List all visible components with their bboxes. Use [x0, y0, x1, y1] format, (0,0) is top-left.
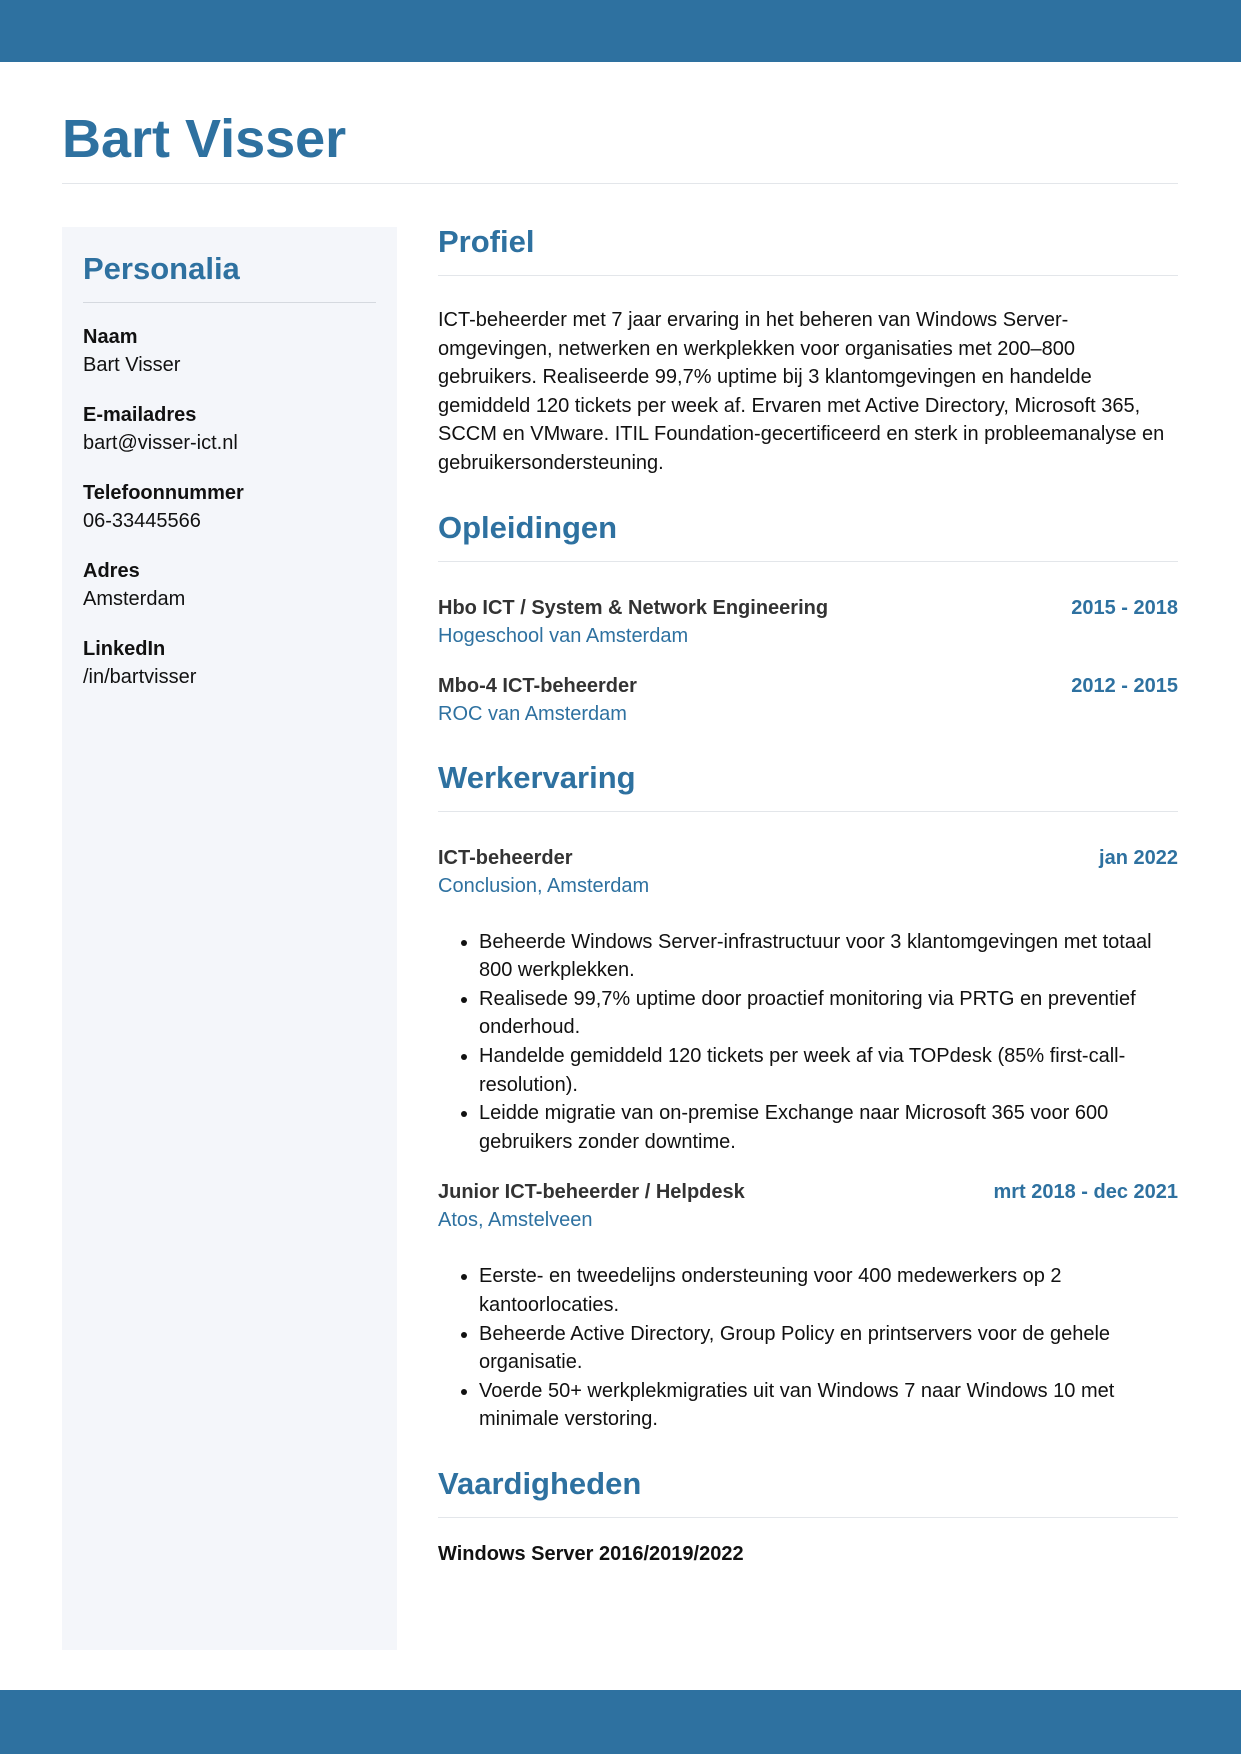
- experience-entry: [438, 1178, 1178, 1434]
- skills-list: [438, 1518, 1178, 1568]
- personal-sidebar: [62, 227, 397, 1650]
- job-employer: Atos, Amstelveen: [438, 1209, 593, 1232]
- experience-heading: Werkervaring: [438, 758, 1178, 812]
- personal-value: 06-33445566: [83, 510, 201, 532]
- profile-section: [438, 222, 1178, 478]
- education-list: [438, 562, 1178, 728]
- achievement-item: • Voerde 50+ werkplekmigraties uit van Windows 7 naar Windows 10 met minimale verstoring.: [479, 1377, 1178, 1434]
- education-school: Hogeschool van Amsterdam: [438, 624, 689, 647]
- bottom-banner: [0, 1690, 1241, 1754]
- candidate-name: Bart Visser: [62, 109, 347, 169]
- personal-label: Naam: [83, 326, 138, 348]
- experience-list: [438, 812, 1178, 1434]
- top-banner: [0, 0, 1241, 62]
- personal-label: LinkedIn: [83, 638, 166, 660]
- personal-value: Amsterdam: [83, 588, 186, 610]
- personal-details: [83, 323, 376, 691]
- personalia-heading: Personalia: [83, 249, 376, 303]
- job-achievements: [438, 1262, 1178, 1434]
- achievement-item: • Eerste- en tweedelijns ondersteuning voor 400 medewerkers op 2 kantoorlocaties.: [479, 1262, 1178, 1319]
- job-achievements: [438, 928, 1178, 1157]
- education-entry: [438, 672, 1178, 728]
- personal-item-linkedin: [83, 635, 376, 691]
- education-heading: Opleidingen: [438, 508, 1178, 562]
- education-section: [438, 508, 1178, 728]
- personal-value: /in/bartvisser: [83, 666, 197, 688]
- job-date: mrt 2018 - dec 2021: [993, 1181, 1178, 1204]
- achievement-item: • Realisede 99,7% uptime door proactief monitoring via PRTG en preventief onderhoud.: [479, 985, 1178, 1042]
- personal-item-email: [83, 401, 376, 457]
- header-divider: [62, 183, 1178, 184]
- job-employer: Conclusion, Amsterdam: [438, 874, 650, 897]
- achievement-item: • Beheerde Active Directory, Group Policy en printservers voor de gehele organisatie.: [479, 1320, 1178, 1377]
- education-date: 2012 - 2015: [1071, 674, 1178, 697]
- profile-text: ICT-beheerder met 7 jaar ervaring in het beheren van Windows Server-omgevingen, netwerken en werkplekken voor organisaties met 200–800 gebruikers. Realiseerde 99,7% uptime bij 3 klantomgevingen en handelde gemiddeld 120 tickets per week af. Ervaren met Active Directory, Microsoft 365, SCCM en VMware. ITIL Foundation-gecertificeerd en sterk in probleemanalyse en gebruikersondersteuning.: [438, 309, 1165, 474]
- personal-label: Adres: [83, 560, 140, 582]
- job-title: ICT-beheerder: [438, 846, 573, 869]
- achievement-item: • Beheerde Windows Server-infrastructuur voor 3 klantomgevingen met totaal 800 werkplekken.: [479, 928, 1178, 985]
- skill-item: Windows Server 2016/2019/2022: [438, 1542, 744, 1565]
- personal-label: E-mailadres: [83, 404, 197, 426]
- achievement-item: • Handelde gemiddeld 120 tickets per week af via TOPdesk (85% first-call-resolution).: [479, 1042, 1178, 1099]
- education-entry: [438, 594, 1178, 650]
- personal-item-phone: [83, 479, 376, 535]
- achievement-item: • Leidde migratie van on-premise Exchange naar Microsoft 365 voor 600 gebruikers zonder downtime.: [479, 1099, 1178, 1156]
- personal-item-name: [83, 323, 376, 379]
- skills-section: [438, 1464, 1178, 1568]
- education-school: ROC van Amsterdam: [438, 702, 627, 725]
- profile-heading: Profiel: [438, 222, 1178, 276]
- education-title: Mbo-4 ICT-beheerder: [438, 674, 637, 697]
- personal-value: Bart Visser: [83, 354, 181, 376]
- education-date: 2015 - 2018: [1071, 596, 1178, 619]
- job-date: jan 2022: [1099, 846, 1178, 869]
- job-title: Junior ICT-beheerder / Helpdesk: [438, 1181, 745, 1204]
- personal-label: Telefoonnummer: [83, 482, 244, 504]
- personal-value: bart@visser-ict.nl: [83, 432, 238, 454]
- skills-heading: Vaardigheden: [438, 1464, 1178, 1518]
- education-title: Hbo ICT / System & Network Engineering: [438, 596, 829, 619]
- main-content: [438, 222, 1178, 1598]
- experience-section: [438, 758, 1178, 1434]
- personal-item-address: [83, 557, 376, 613]
- experience-entry: [438, 844, 1178, 1157]
